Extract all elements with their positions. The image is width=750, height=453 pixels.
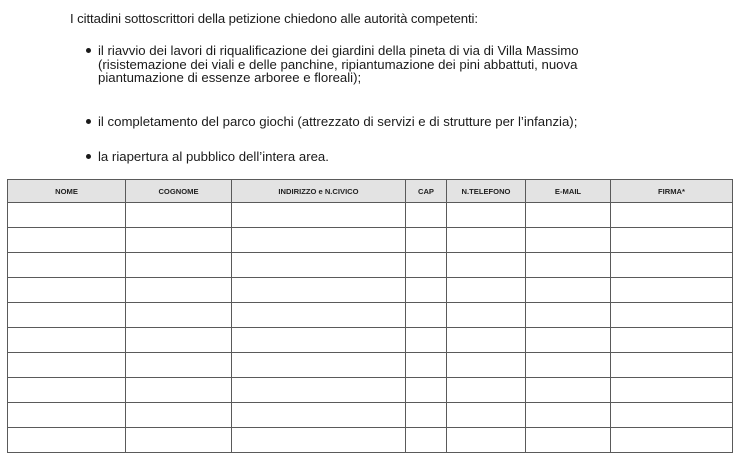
signature-cell-email[interactable] [526,403,611,428]
signature-cell-nome[interactable] [8,303,126,328]
signature-cell-cap[interactable] [406,253,447,278]
signature-cell-indirizzo[interactable] [232,378,406,403]
signature-cell-telefono[interactable] [447,228,526,253]
request-item-2 [86,115,686,150]
signature-cell-indirizzo[interactable] [232,228,406,253]
signature-cell-firma[interactable] [611,328,733,353]
signature-cell-cognome[interactable] [126,278,232,303]
column-header-cognome: COGNOME [126,180,232,203]
signature-cell-cognome[interactable] [126,328,232,353]
table-row [8,303,733,328]
signature-cell-indirizzo[interactable] [232,328,406,353]
signature-cell-cap[interactable] [406,328,447,353]
signature-cell-email[interactable] [526,328,611,353]
signature-cell-email[interactable] [526,378,611,403]
petition-requests-list [86,44,686,164]
table-row [8,378,733,403]
signature-cell-telefono[interactable] [447,353,526,378]
signature-cell-nome[interactable] [8,228,126,253]
request-1-line-2: (risistemazione dei viali e delle panchine, ripiantumazione dei pini abbattuti, nuova [98,56,578,72]
signature-cell-nome[interactable] [8,328,126,353]
signature-cell-firma[interactable] [611,228,733,253]
column-header-indirizzo: INDIRIZZO e N.CIVICO [232,180,406,203]
signature-cell-cognome[interactable] [126,253,232,278]
signature-table [7,179,733,453]
signature-cell-email[interactable] [526,228,611,253]
signature-cell-email[interactable] [526,303,611,328]
request-1-line-1: il riavvio dei lavori di riqualificazione dei giardini della pineta di via di Villa Massimo [98,43,579,58]
signature-cell-cap[interactable] [406,428,447,453]
signature-cell-cap[interactable] [406,203,447,228]
signature-cell-telefono[interactable] [447,278,526,303]
request-1-line-3: piantumazione di essenze arboree e floreali); [98,70,362,85]
signature-cell-firma[interactable] [611,203,733,228]
table-row [8,353,733,378]
column-header-email: E-MAIL [526,180,611,203]
signature-cell-cap[interactable] [406,303,447,328]
signature-cell-email[interactable] [526,203,611,228]
table-row [8,278,733,303]
column-header-telefono: N.TELEFONO [447,180,526,203]
column-header-cap: CAP [406,180,447,203]
signature-table-body [8,203,733,453]
signature-cell-indirizzo[interactable] [232,278,406,303]
petition-intro: I cittadini sottoscrittori della petizione chiedono alle autorità competenti: [70,11,478,26]
bullet-icon [86,48,91,53]
request-item-1 [86,44,686,92]
signature-cell-cap[interactable] [406,378,447,403]
column-header-firma: FIRMA* [611,180,733,203]
signature-cell-firma[interactable] [611,403,733,428]
signature-cell-cognome[interactable] [126,203,232,228]
signature-cell-nome[interactable] [8,353,126,378]
signature-cell-nome[interactable] [8,378,126,403]
signature-cell-email[interactable] [526,278,611,303]
signature-cell-cognome[interactable] [126,303,232,328]
signature-cell-cap[interactable] [406,403,447,428]
signature-cell-indirizzo[interactable] [232,253,406,278]
bullet-icon [86,154,91,159]
signature-cell-cognome[interactable] [126,353,232,378]
request-3-line-1: la riapertura al pubblico dell’intera area. [98,149,329,164]
signature-cell-telefono[interactable] [447,203,526,228]
request-item-3 [86,150,686,164]
signature-cell-indirizzo[interactable] [232,428,406,453]
signature-cell-telefono[interactable] [447,428,526,453]
signature-cell-firma[interactable] [611,303,733,328]
signature-cell-telefono[interactable] [447,403,526,428]
signature-cell-email[interactable] [526,353,611,378]
signature-cell-telefono[interactable] [447,378,526,403]
signature-cell-cap[interactable] [406,278,447,303]
table-row [8,403,733,428]
signature-cell-cognome[interactable] [126,403,232,428]
table-row [8,203,733,228]
signature-cell-nome[interactable] [8,403,126,428]
signature-cell-nome[interactable] [8,278,126,303]
signature-cell-email[interactable] [526,428,611,453]
signature-cell-nome[interactable] [8,428,126,453]
table-row [8,228,733,253]
table-row [8,428,733,453]
signature-cell-telefono[interactable] [447,253,526,278]
signature-cell-firma[interactable] [611,278,733,303]
table-row [8,253,733,278]
signature-cell-indirizzo[interactable] [232,303,406,328]
column-header-nome: NOME [8,180,126,203]
signature-cell-cognome[interactable] [126,228,232,253]
signature-cell-indirizzo[interactable] [232,353,406,378]
signature-cell-indirizzo[interactable] [232,403,406,428]
signature-cell-cognome[interactable] [126,378,232,403]
signature-cell-firma[interactable] [611,378,733,403]
signature-cell-telefono[interactable] [447,328,526,353]
signature-cell-cognome[interactable] [126,428,232,453]
signature-cell-cap[interactable] [406,228,447,253]
signature-cell-firma[interactable] [611,353,733,378]
signature-cell-firma[interactable] [611,428,733,453]
request-2-line-1: il completamento del parco giochi (attrezzato di servizi e di strutture per l’infanzia); [98,114,578,129]
signature-cell-indirizzo[interactable] [232,203,406,228]
table-header-row [8,180,733,203]
bullet-icon [86,119,91,124]
signature-cell-nome[interactable] [8,203,126,228]
signature-cell-cap[interactable] [406,353,447,378]
signature-cell-nome[interactable] [8,253,126,278]
table-row [8,328,733,353]
signature-cell-telefono[interactable] [447,303,526,328]
signature-cell-firma[interactable] [611,253,733,278]
signature-cell-email[interactable] [526,253,611,278]
